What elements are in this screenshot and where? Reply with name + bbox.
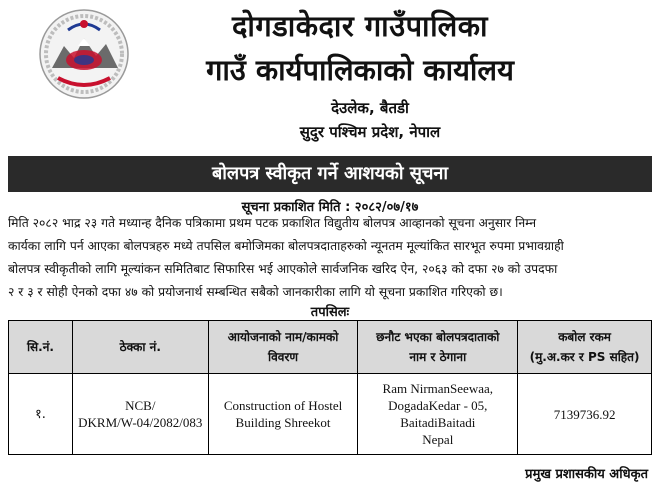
notice-body — [8, 212, 652, 304]
notice-body-line: मिति २०८२ भाद्र २३ गते मध्यान्ह दैनिक पत्रिकामा प्रथम पटक प्रकाशित विद्युतीय बोलपत्र आव्हानको सूचना अनुसार निम्न — [8, 216, 537, 230]
header-contract: ठेक्का नं. — [72, 321, 208, 374]
address-line-2: सुदुर पश्चिम प्रदेश, नेपाल — [299, 123, 441, 141]
notice-banner-title: बोलपत्र स्वीकृत गर्ने आशयको सूचना — [211, 163, 449, 184]
published-date: सूचना प्रकाशित मिति : २०८२/०७/१७ — [241, 200, 419, 215]
cell-project: Construction of Hostel Building Shreekot — [208, 374, 358, 455]
cell-amount: 7139736.92 — [518, 374, 652, 455]
nepal-government-emblem-icon — [38, 8, 130, 100]
cell-contract: NCB/ DKRM/W-04/2082/083 — [72, 374, 208, 455]
office-title: गाउँ कार्यपालिकाको कार्यालय — [206, 53, 514, 87]
tapasil-label: तपसिलः — [310, 305, 350, 320]
notice-body-line: कार्यका लागि पर्न आएका बोलपत्रहरु मध्ये तपसिल बमोजिमका बोलपत्रदाताहरुको न्यूनतम मूल्यांकित सारभूत रुपमा प्रभावग्राही — [8, 239, 564, 253]
table-row — [9, 374, 652, 455]
header-amount: कबोल रकम (मु.अ.कर र PS सहित) — [518, 321, 652, 374]
cell-bidder: Ram NirmanSeewaa, DogadaKedar - 05, BaitadiBaitadi Nepal — [358, 374, 518, 455]
bid-award-table — [8, 320, 652, 455]
header-sn: सि.नं. — [9, 321, 73, 374]
cell-sn: १. — [9, 374, 73, 455]
signature-title: प्रमुख प्रशासकीय अधिकृत — [525, 467, 648, 482]
notice-banner — [8, 156, 652, 192]
header-bidder: छनौट भएका बोलपत्रदाताको नाम र ठेगाना — [358, 321, 518, 374]
notice-body-line: २ र ३ र सोही ऐनको दफा ४७ को प्रयोजनार्थ सम्बन्धित सबैको जानकारीका लागि यो सूचना प्रकाशित गरिएको छ। — [8, 285, 503, 299]
header-project: आयोजनाको नाम/कामको विवरण — [208, 321, 358, 374]
notice-body-line: बोलपत्र स्वीकृतीको लागि मूल्यांकन समितिबाट सिफारिस भई आएकोले सार्वजनिक खरिद ऐन, २०६३ को दफा २७ को उपदफा — [8, 262, 558, 276]
table-header-row — [9, 321, 652, 374]
office-name: दोगडाकेदार गाउँपालिका — [231, 9, 489, 43]
address-line-1: देउलेक, बैतडी — [331, 99, 409, 117]
